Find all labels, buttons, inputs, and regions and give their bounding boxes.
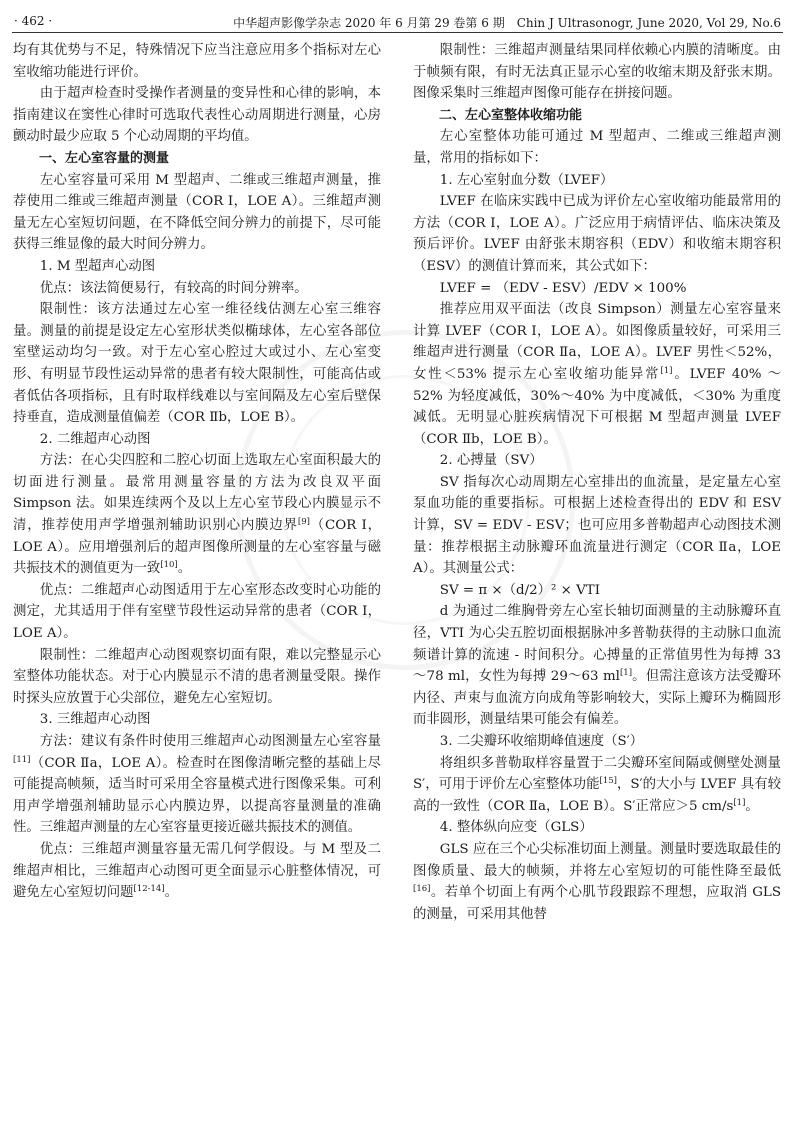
citation-ref: [15] xyxy=(599,776,617,787)
paragraph-text: 2. 心搏量（SV） xyxy=(439,453,543,469)
paragraph xyxy=(413,472,781,580)
paragraph-text: 限制性：三维超声测量结果同样依赖心内膜的清晰度。由于帧频有限，有时无法真正显示心室的收缩末期及舒张末期。图像采集时三维超声图像可能存在拼接问题。 xyxy=(413,43,781,102)
paragraph xyxy=(13,83,381,148)
paragraph-text: 限制性：该方法通过左心室一维径线估测左心室三维容量。测量的前提是设定左心室形状类似椭球体，左心室各部位室壁运动均匀一致。对于左心室心腔过大或过小、左心室变形、有明显节段性运动异常的患者有较大限制性，可能高估或者低估各项指标，且有时取样线难以与室间隔及左心室后壁保持垂直，造成测量值偏差（COR Ⅱb，LOE B）。 xyxy=(13,302,381,426)
paragraph xyxy=(13,170,381,256)
paragraph-text: （COR Ⅱa，LOE A）。检查时在图像清晰完整的基础上尽可能提高帧频，适当时可采用全容量模式进行图像采集。可利用声学增强剂辅助显示心内膜边界，以提高容量测量的准确性。三维超声测量的左心室容量更接近磁共振技术的测值。 xyxy=(13,755,381,836)
paragraph xyxy=(413,299,781,450)
citation-ref: [11] xyxy=(13,754,31,765)
section-heading xyxy=(413,105,781,127)
paragraph-text: 将组织多普勒取样容量置于二尖瓣环室间隔或侧壁处测量 S′，可用于评价左心室整体功能 xyxy=(413,755,781,793)
paragraph xyxy=(413,731,781,753)
paragraph xyxy=(413,126,781,169)
paragraph-text: 二、左心室整体收缩功能 xyxy=(439,107,583,123)
citation-ref: [1] xyxy=(619,668,633,679)
paragraph-text: 。 xyxy=(164,885,179,901)
journal-citation: 中华超声影像学杂志 2020 年 6 月第 29 卷第 6 期 Chin J Ultrasonogr, June 2020, Vol 29, No.6 xyxy=(233,16,781,30)
paragraph-text: 优点：该法简便易行，有较高的时间分辨率。 xyxy=(39,280,308,296)
paragraph-text: （COR Ⅰ，LOE A）。应用增强剂后的超声图像所测量的左心室容量与磁共振技术的测值更为一致 xyxy=(13,518,382,577)
paragraph-text: 2. 二维超声心动图 xyxy=(39,431,151,447)
paragraph xyxy=(13,731,381,839)
paragraph xyxy=(413,601,781,731)
citation-ref: [12-14] xyxy=(133,884,165,895)
paragraph-text: GLS 应在三个心尖标准切面上测量。测量时要选取最佳的图像质量、最大的帧频，并将左心室短切的可能性降至最低 xyxy=(413,841,781,879)
paragraph xyxy=(413,40,781,105)
paragraph-text: 左心室整体功能可通过 M 型超声、二维或三维超声测量，常用的指标如下： xyxy=(413,129,781,166)
paragraph-text: 左心室容量可采用 M 型超声、二维或三维超声测量，推荐使用二维或三维超声测量（COR Ⅰ，LOE A）。三维超声测量无左心室短切问题，在不降低空间分辨力的前提下，尽可能获得三维显像的最大时间分辨力。 xyxy=(13,172,381,253)
paragraph xyxy=(13,278,381,300)
paragraph-text: SV = π ×（d/2）² × VTI xyxy=(439,582,601,598)
paragraph xyxy=(413,753,781,818)
paragraph-text: 3. 二尖瓣环收缩期峰值速度（S′） xyxy=(439,734,644,749)
formula xyxy=(413,278,781,300)
citation-ref: [10] xyxy=(160,560,178,571)
page-header xyxy=(12,10,783,33)
paragraph-text: LVEF = （EDV - ESV）/EDV × 100% xyxy=(439,280,687,296)
paragraph-text: 均有其优势与不足，特殊情况下应当注意应用多个指标对左心室收缩功能进行评价。 xyxy=(13,43,381,80)
paragraph xyxy=(413,191,781,277)
formula xyxy=(413,580,781,602)
paragraph xyxy=(413,817,781,839)
paragraph-text: 。 xyxy=(745,798,759,814)
paragraph-text: 方法：在心尖四腔和二腔心切面上选取左心室面积最大的切面进行测量。最常用测量容量的方法为改良双平面 Simpson 法。如果连续两个及以上左心室节段心内膜显示不清，推荐使用声学增强剂辅助识别心内膜边界 xyxy=(13,453,381,534)
paragraph-text: 优点：三维超声测量容量无需几何学假设。与 M 型及二维超声相比，三维超声心动图可更全面显示心脏整体情况，可避免左心室短切问题 xyxy=(13,841,381,901)
paragraph xyxy=(13,709,381,731)
paragraph-text: 优点：二维超声心动图适用于左心室形态改变时心功能的测定，尤其适用于伴有室壁节段性运动异常的患者（COR Ⅰ，LOE A）。 xyxy=(13,582,381,642)
paragraph-text: 4. 整体纵向应变（GLS） xyxy=(439,820,593,836)
paragraph xyxy=(13,299,381,429)
paragraph-text: d 为通过二维胸骨旁左心室长轴切面测量的主动脉瓣环直径，VTI 为心尖五腔切面根据脉冲多普勒获得的主动脉口血流频谱计算的流速 - 时间积分。心搏量的正常值男性为每搏 33～78 ml，女性为每搏 29～63 ml xyxy=(413,604,781,685)
paragraph-text: 由于超声检查时受操作者测量的变异性和心律的影响，本指南建议在窦性心律时可选取代表性心动周期进行测量，心房颤动时最少应取 5 个心动周期的平均值。 xyxy=(13,86,381,145)
citation-ref: [16] xyxy=(413,884,431,895)
citation-ref: [9] xyxy=(297,517,310,528)
paragraph xyxy=(413,450,781,472)
paragraph-text: 1. 左心室射血分数（LVEF） xyxy=(439,172,614,188)
paragraph xyxy=(13,429,381,451)
paragraph-text: 。 xyxy=(177,561,192,577)
paragraph-text: 3. 三维超声心动图 xyxy=(39,712,151,728)
paragraph xyxy=(413,839,781,925)
paragraph-text: 推荐应用双平面法（改良 Simpson）测量左心室容量来计算 LVEF（COR Ⅰ，LOE A）。如图像质量较好，可采用三维超声进行测量（COR Ⅱa，LOE A）。LVEF 男性＜52%，女性＜53% 提示左心室收缩功能异常 xyxy=(413,302,781,382)
left-column xyxy=(13,40,381,904)
page-number: · 462 · xyxy=(14,14,53,28)
paragraph xyxy=(13,645,381,710)
paragraph-text: 一、左心室容量的测量 xyxy=(39,150,170,166)
right-column xyxy=(413,40,781,925)
paragraph xyxy=(413,170,781,192)
paragraph-text: 。LVEF 40% ～ 52% 为轻度减低，30%～40% 为中度减低，＜30% 为重度减低。无明显心脏疾病情况下可根据 M 型超声测量 LVEF（COR Ⅱb，LOE B）。 xyxy=(413,366,781,447)
section-heading xyxy=(13,148,381,170)
paragraph xyxy=(13,839,381,904)
citation-ref: [1] xyxy=(733,797,746,808)
paragraph-text: 方法：建议有条件时使用三维超声心动图测量左心室容量 xyxy=(39,734,381,749)
paragraph-text: 限制性：二维超声心动图观察切面有限，难以完整显示心室整体功能状态。对于心内膜显示不清的患者测量受限。操作时探头应放置于心尖部位，避免左心室短切。 xyxy=(13,647,381,706)
paragraph xyxy=(13,450,381,580)
paragraph-text: LVEF 在临床实践中已成为评价左心室收缩功能最常用的方法（COR Ⅰ，LOE A）。广泛应用于病情评估、临床决策及预后评价。LVEF 由舒张末期容积（EDV）和收缩末期容积（ESV）的测值计算而来，其公式如下： xyxy=(413,194,781,274)
paragraph-text: 。但需注意该方法受瓣环内径、声束与血流方向成角等影响较大，实际上瓣环为椭圆形而非圆形，测量结果可能会有偏差。 xyxy=(413,669,781,728)
paragraph-text: SV 指每次心动周期左心室排出的血流量，是定量左心室泵血功能的重要指标。可根据上述检查得出的 EDV 和 ESV 计算，SV = EDV - ESV；也可应用多普勒超声心动图技术测量：推荐根据主动脉瓣环血流量进行测定（COR Ⅱa，LOE A）。其测量公式： xyxy=(413,474,781,577)
paragraph xyxy=(13,40,381,83)
paragraph xyxy=(13,580,381,645)
paragraph-text: 。若单个切面上有两个心肌节段跟踪不理想，应取消 GLS 的测量，可采用其他替 xyxy=(413,885,781,922)
citation-ref: [1] xyxy=(660,365,673,376)
paragraph xyxy=(13,256,381,278)
paragraph-text: ，S′的大小与 LVEF 具有较高的一致性（COR Ⅱa，LOE B）。S′正常应＞5 cm/s xyxy=(413,777,782,814)
paragraph-text: 1. M 型超声心动图 xyxy=(39,258,156,274)
